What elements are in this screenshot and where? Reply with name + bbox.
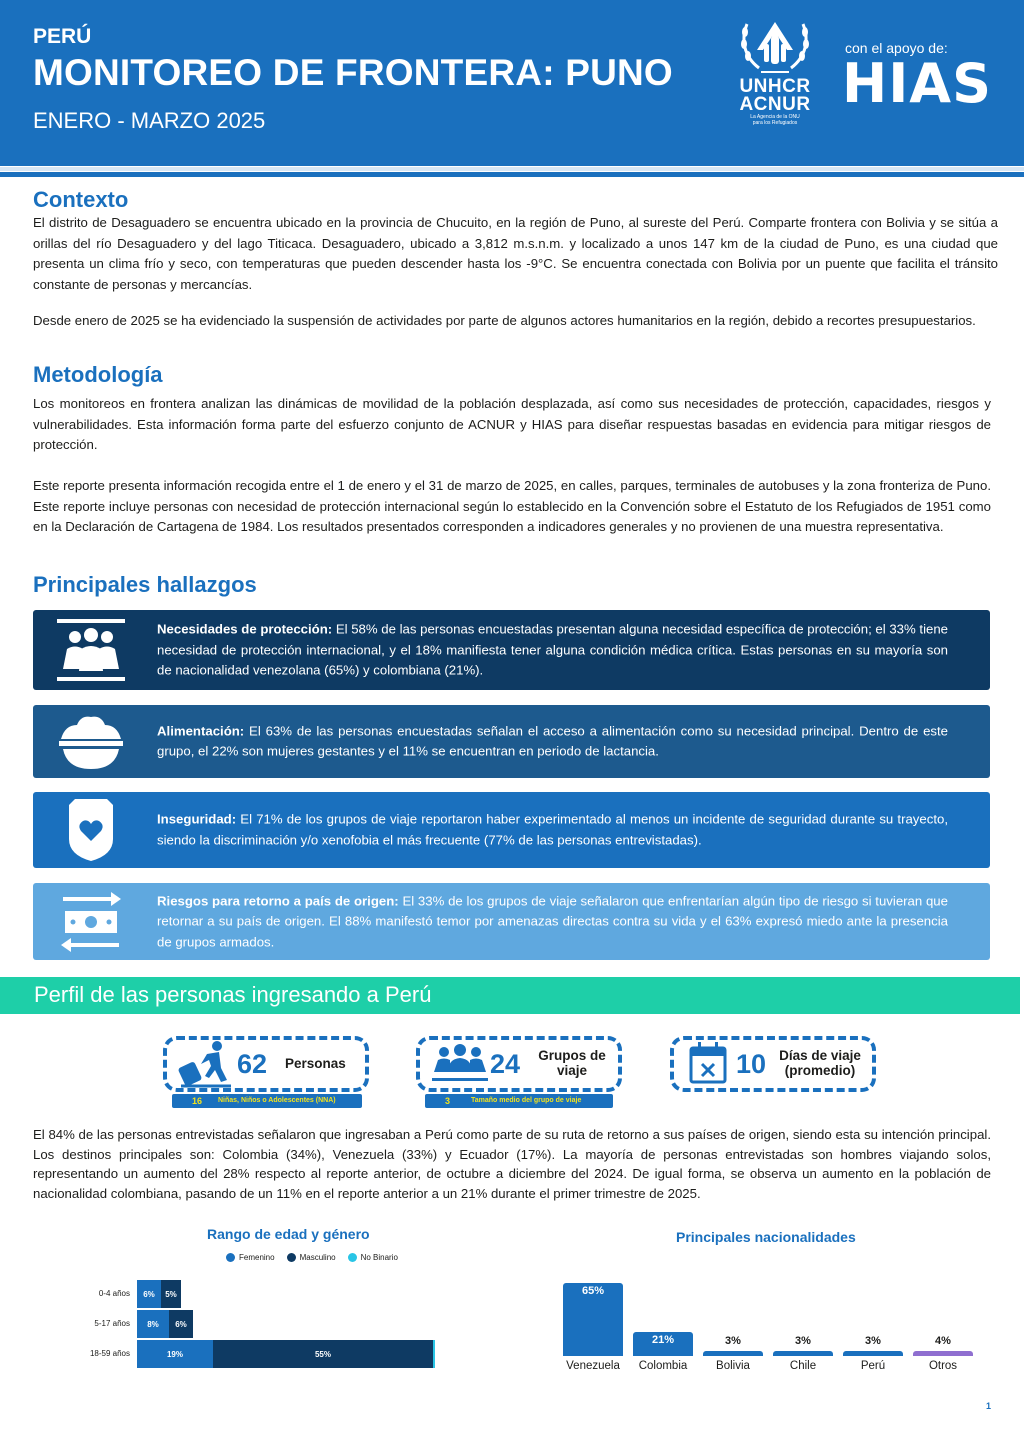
stat-dias-value: 10	[736, 1049, 767, 1079]
food-bowl-icon	[55, 709, 127, 775]
chart-age-legend	[226, 1253, 398, 1262]
age-category-label: 18-59 años	[89, 1349, 130, 1358]
chart-nat-title: Principales nacionalidades	[676, 1229, 856, 1245]
nat-bar	[773, 1351, 833, 1356]
nat-value-label: 4%	[935, 1335, 951, 1347]
calendar-icon	[688, 1042, 728, 1084]
unhcr-tagline-2: para los Refugiados	[752, 120, 798, 126]
nat-bar	[703, 1351, 763, 1356]
age-bar-segment-femenino: 19%	[137, 1340, 213, 1368]
nat-category-label: Bolivia	[716, 1360, 750, 1372]
money-exchange-icon	[55, 889, 127, 955]
stat-tamano-bar	[425, 1094, 613, 1108]
nat-value-label: 65%	[581, 1285, 605, 1297]
stat-card-personas	[163, 1036, 369, 1092]
age-category-label: 5-17 años	[94, 1319, 130, 1328]
section-band-perfil	[0, 977, 1020, 1014]
country-label: PERÚ	[33, 25, 92, 48]
nat-category-label: Chile	[789, 1360, 817, 1372]
support-label: con el apoyo de:	[845, 40, 948, 56]
stat-card-dias	[670, 1036, 876, 1092]
people-group-icon	[55, 617, 127, 683]
legend-item-masculino: Masculino	[287, 1253, 336, 1262]
legend-dot-no-binario	[348, 1253, 357, 1262]
chart-age-title: Rango de edad y género	[207, 1226, 370, 1242]
unhcr-emblem-icon	[737, 16, 813, 78]
nat-bar	[843, 1351, 903, 1356]
report-header	[0, 0, 1024, 166]
unhcr-tagline-1: La Agencia de la ONU	[750, 114, 800, 120]
stat-dias-label: Días de viaje (promedio)	[779, 1048, 861, 1078]
age-bar-segment-no-binario	[433, 1340, 435, 1368]
nat-value-label: 3%	[795, 1335, 811, 1347]
contexto-paragraph-1: El distrito de Desaguadero se encuentra ubicado en la provincia de Chucuito, en la región de Puno, al sureste del Perú. Comparte frontera con Bolivia y se sitúa a orillas del río Desaguadero y del lago Titicaca. Desaguadero, ubicado a 3,812 m.s.n.m. y localizado a unos 147 km de la ciudad de Puno, es una ciudad que presenta un clima frío y seco, con temperaturas que pueden descender hasta los -9°C. Se encuentra conectada con Bolivia por un puente que facilita el tránsito constante de personas y mercancías.	[33, 215, 998, 292]
report-period: ENERO - MARZO 2025	[33, 108, 266, 133]
contexto-paragraph-2: Desde enero de 2025 se ha evidenciado la suspensión de actividades por parte de algunos actores humanitarios en la región, debido a recortes presupuestarios.	[33, 313, 976, 328]
hias-logo: HIAS	[842, 52, 992, 115]
stat-tamano-value: 3	[445, 1096, 451, 1106]
finding-alimentacion-text: Alimentación: El 63% de las personas encuestadas señalan el acceso a alimentación como su necesidad principal. Dentro de este grupo, el 22% son mujeres gestantes y el 11% se encuentran en periodo de lactancia.	[157, 723, 948, 759]
age-bar-segment-masculino: 5%	[161, 1280, 181, 1308]
metodologia-paragraph-2: Este reporte presenta información recogida entre el 1 de enero y el 31 de marzo de 2025, en calles, parques, terminales de autobuses y la zona fronteriza de Puno. Este reporte incluye personas con necesidad de protección internacional según lo establecido en la Convención sobre el Estatuto de los Refugiados de 1951 como en la Declaración de Cartagena de 1984. Los resultados presentados corresponden a indicadores generales y no provienen de una muestra representativa.	[33, 478, 991, 534]
people-group-icon	[432, 1044, 488, 1084]
stat-personas-label: Personas	[285, 1056, 346, 1071]
stat-personas-value: 62	[237, 1049, 268, 1079]
finding-proteccion	[33, 610, 990, 690]
traveler-luggage-icon	[175, 1040, 235, 1088]
page-number: 1	[986, 1401, 992, 1411]
page-title: MONITOREO DE FRONTERA: PUNO	[33, 52, 673, 93]
unhcr-wordmark: UNHCR	[739, 76, 811, 97]
finding-retorno	[33, 883, 990, 960]
nat-bar	[913, 1351, 973, 1356]
stat-nna-value: 16	[192, 1096, 203, 1106]
perfil-paragraph: El 84% de las personas entrevistadas señalaron que ingresaban a Perú como parte de su ruta de retorno a sus países de origen, siendo esta su intención principal. Los destinos principales son: Colombia (34%), Venezuela (33%) y Ecuador (17%). La mayoría de personas entrevistadas son hombres viajando solos, representando un aumento del 28% respecto al reporte anterior, de octubre a diciembre del 2024. De igual forma, se observa un aumento en la población de nacionalidad colombiana, pasando de un 11% en el reporte anterior a un 21% durante el primer trimestre de 2025.	[33, 1127, 991, 1201]
metodologia-paragraph-1: Los monitoreos en frontera analizan las dinámicas de movilidad de la población desplazada, así como sus necesidades de protección, capacidades, riesgos y vulnerabilidades. Esta información forma parte del esfuerzo conjunto de ACNUR y HIAS para diseñar respuestas basadas en evidencia para mitigar riesgos de protección.	[33, 396, 991, 452]
age-bar-segment-femenino: 8%	[137, 1310, 169, 1338]
section-title-contexto: Contexto	[33, 187, 129, 212]
shield-heart-icon	[55, 797, 127, 863]
legend-dot-masculino	[287, 1253, 296, 1262]
nat-category-label: Perú	[860, 1360, 886, 1372]
stat-nna-label: Niñas, Niños o Adolescentes (NNA)	[218, 1097, 336, 1104]
stat-nna-bar	[172, 1094, 362, 1108]
section-title-perfil: Perfil de las personas ingresando a Perú	[34, 982, 432, 1007]
header-divider	[0, 172, 1024, 177]
finding-proteccion-text: Necesidades de protección: El 58% de las personas encuestadas presentan alguna necesidad específica de protección; el 33% tiene necesidad de protección internacional, y el 18% manifiesta tener alguna condición médica crítica. Estas personas en su mayoría son de nacionalidad venezolana (65%) y colombiana (21%).	[157, 621, 948, 678]
unhcr-logo	[730, 16, 820, 141]
nat-value-label: 3%	[865, 1335, 881, 1347]
nat-category-label: Venezuela	[566, 1360, 620, 1372]
finding-inseguridad	[33, 792, 990, 868]
legend-dot-femenino	[226, 1253, 235, 1262]
finding-retorno-text: Riesgos para retorno a país de origen: El 33% de los grupos de viaje señalaron que enfrentarían algún tipo de riesgo si tuvieran que retornar a su país de origen. El 88% manifestó temor por amenazas directas contra su vida y el 63% expresó miedo ante la presencia de grupos armados.	[157, 892, 948, 949]
acnur-wordmark: ACNUR	[739, 94, 811, 115]
nat-category-label: Colombia	[638, 1360, 688, 1372]
stat-card-grupos	[416, 1036, 622, 1092]
age-category-label: 0-4 años	[98, 1289, 130, 1298]
stat-grupos-value: 24	[490, 1049, 521, 1079]
age-bar-segment-masculino: 55%	[213, 1340, 433, 1368]
legend-item-femenino: Femenino	[226, 1253, 275, 1262]
stat-tamano-label: Tamaño medio del grupo de viaje	[471, 1097, 582, 1104]
section-title-metodologia: Metodología	[33, 362, 163, 387]
nat-value-label: 3%	[725, 1335, 741, 1347]
header-divider-light	[0, 167, 1024, 171]
section-title-hallazgos: Principales hallazgos	[33, 572, 257, 597]
nat-category-label: Otros	[928, 1360, 958, 1372]
nat-value-label: 21%	[651, 1334, 675, 1347]
age-bar-segment-masculino: 6%	[169, 1310, 193, 1338]
finding-alimentacion	[33, 705, 990, 778]
legend-item-no-binario: No Binario	[348, 1253, 398, 1262]
age-bar-segment-femenino: 6%	[137, 1280, 161, 1308]
finding-inseguridad-text: Inseguridad: El 71% de los grupos de viaje reportaron haber experimentado al menos un incidente de seguridad durante su trayecto, siendo la discriminación y/o xenofobia el más frecuente (77% de las personas entrevistadas).	[157, 811, 948, 847]
stat-grupos-label: Grupos de viaje	[538, 1048, 606, 1078]
